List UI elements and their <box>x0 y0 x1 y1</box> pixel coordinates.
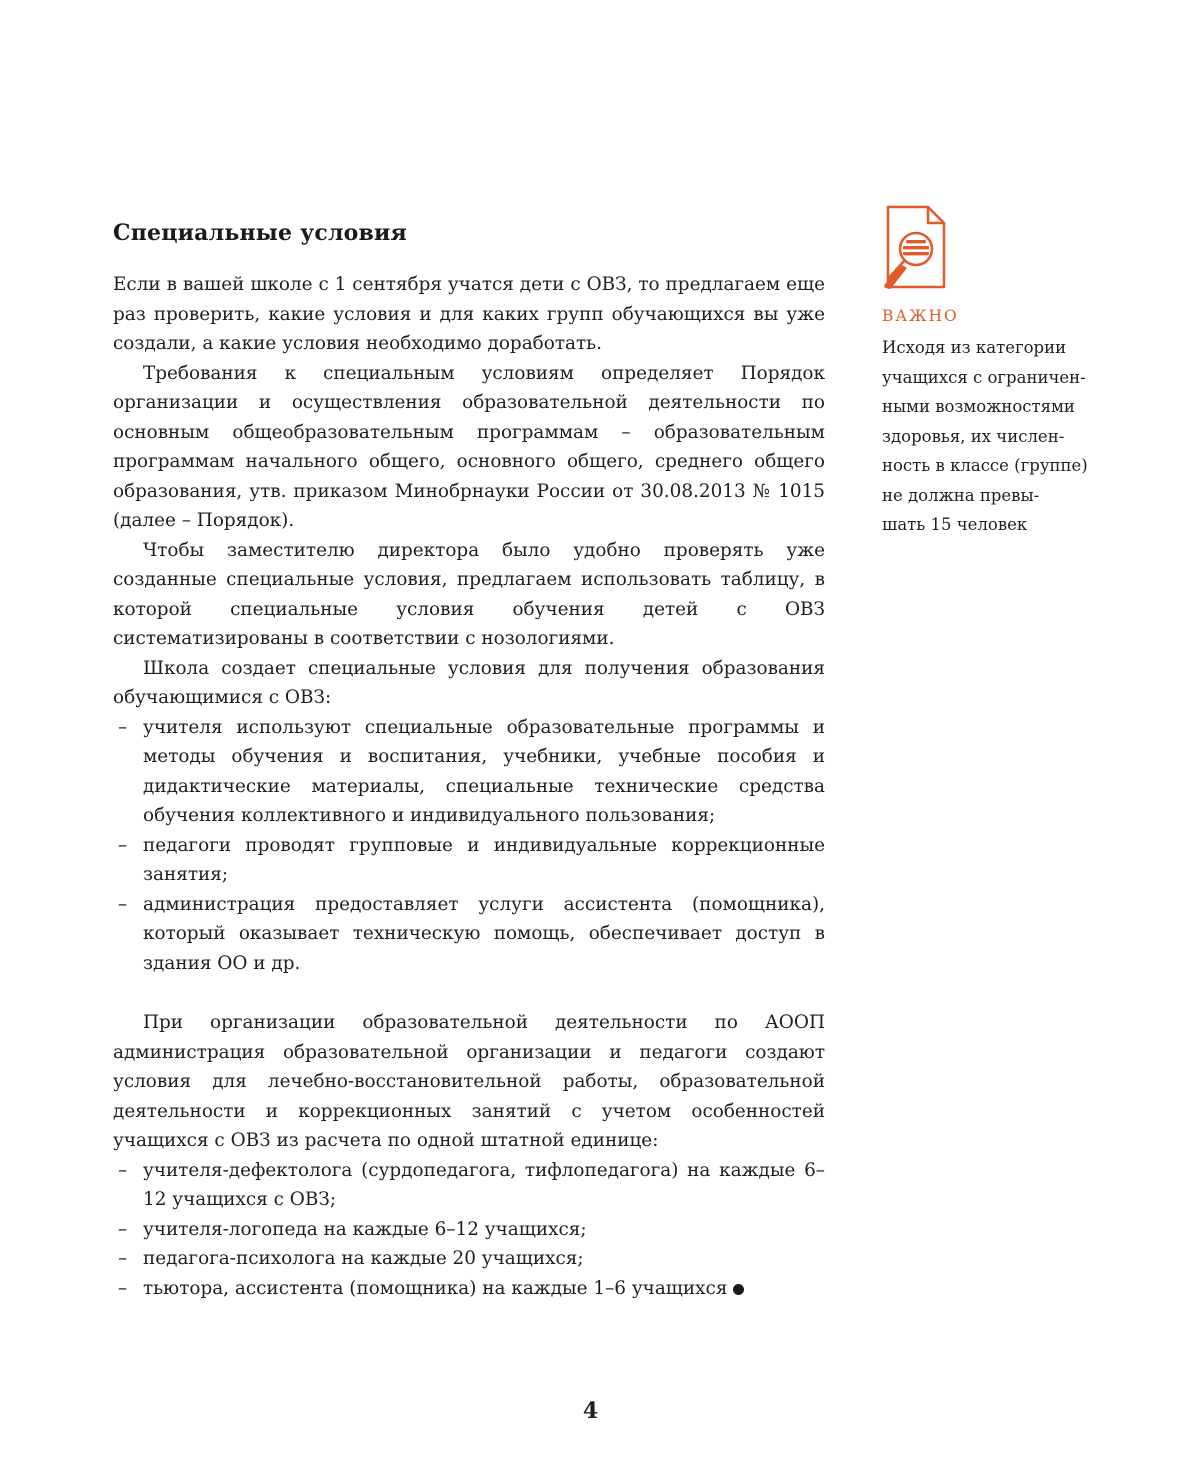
list-item: – администрация предоставляет услуги ассистента (помощника), который оказывает техническую помощь, обеспечивает доступ в здания ОО и др. <box>113 890 825 979</box>
list-item: – учителя используют специальные образовательные программы и методы обучения и воспитания, учебники, учебные пособия и дидактические материалы, специальные технические средства обучения коллективного и индивидуального пользования; <box>113 713 825 831</box>
staff-list <box>113 1156 825 1304</box>
note-line: учащихся с ограничен- <box>882 367 1086 387</box>
main-column <box>113 220 825 1303</box>
conditions-paragraph: Школа создает специальные условия для получения образования обучающимися с ОВЗ: <box>113 657 825 708</box>
list-item <box>113 1274 825 1304</box>
section-heading: Специальные условия <box>113 220 408 246</box>
conditions-list <box>113 713 825 979</box>
list-item: – учителя-логопеда на каждые 6–12 учащихся; <box>113 1215 825 1245</box>
list-item-text: тьютора, ассистента (помощника) на каждые 1–6 учащихся <box>143 1277 728 1299</box>
important-note-text <box>882 333 1112 540</box>
requirements-paragraph: Требования к специальным условиям определяет Порядок организации и осуществления образовательной деятельности по основным общеобразовательным программам – образовательным программам начального общего, основного общего, среднего общего образования, утв. приказом Минобрнауки России от 30.08.2013 № 1015 (далее – Порядок). <box>113 362 825 531</box>
end-of-section-mark <box>733 1284 744 1295</box>
note-line: здоровья, их числен- <box>882 426 1065 446</box>
intro-paragraph: Если в вашей школе с 1 сентября учатся дети с ОВЗ, то предлагаем еще раз проверить, какие условия и для каких групп обучающихся вы уже создали, а какие условия необходимо доработать. <box>113 274 825 354</box>
page-number: 4 <box>582 1398 599 1424</box>
aoop-paragraph: При организации образовательной деятельности по АООП администрация образовательной организации и педагоги создают условия для лечебно-восстановительной работы, образовательной деятельности и коррекционных занятий с учетом особенностей учащихся с ОВЗ из расчета по одной штатной единице: <box>113 1012 825 1151</box>
spacer <box>113 978 825 1008</box>
list-item: – педагоги проводят групповые и индивидуальные коррекционные занятия; <box>113 831 825 890</box>
note-line: не должна превы- <box>882 485 1040 505</box>
list-item: – педагога-психолога на каждые 20 учащихся; <box>113 1244 825 1274</box>
note-line: ными возможностями <box>882 397 1075 416</box>
note-line: Исходя из категории <box>882 338 1067 357</box>
sidebar-note <box>882 205 1112 540</box>
note-line: шать 15 человек <box>882 515 1028 534</box>
document-magnifier-icon <box>882 205 952 291</box>
note-line: ность в классе (группе) <box>882 456 1088 475</box>
important-label: ВАЖНО <box>882 307 959 325</box>
list-item: – учителя-дефектолога (сурдопедагога, тифлопедагога) на каждые 6–12 учащихся с ОВЗ; <box>113 1156 825 1215</box>
table-paragraph: Чтобы заместителю директора было удобно проверять уже созданные специальные условия, предлагаем использовать таблицу, в которой специальные условия обучения детей с ОВЗ систематизированы в соответствии с нозологиями. <box>113 539 825 649</box>
